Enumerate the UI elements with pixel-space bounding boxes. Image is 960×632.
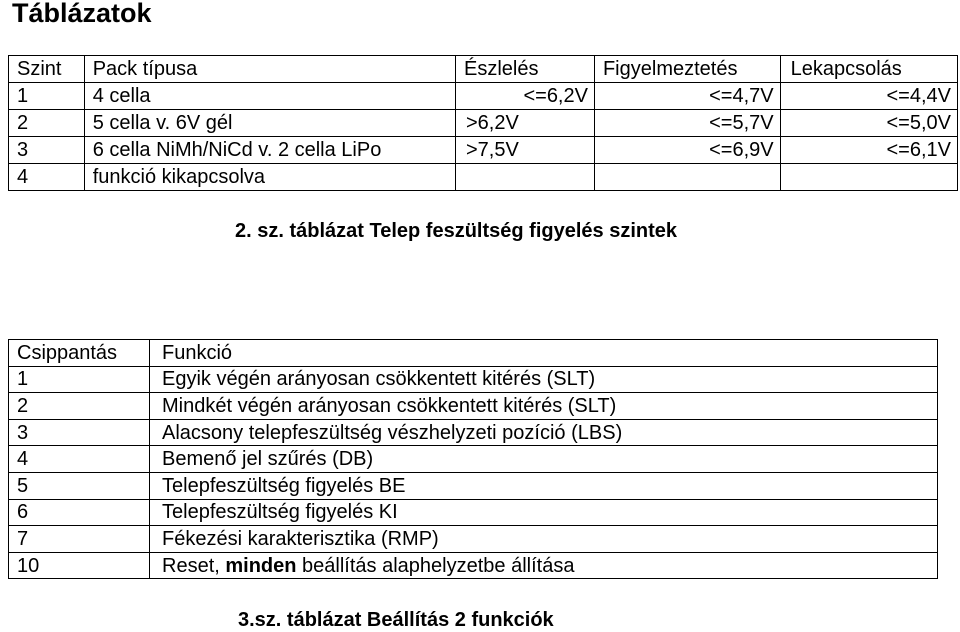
voltage-levels-table: [8, 55, 958, 191]
level-cell: 3: [9, 137, 85, 164]
level-cell: 2: [9, 110, 85, 137]
table-row: [9, 164, 958, 191]
header-cell-level: Szint: [9, 56, 85, 83]
beep-count-cell: 10: [9, 552, 150, 579]
function-cell: Telepfeszültség figyelés KI: [150, 499, 938, 526]
detection-cell: [456, 164, 595, 191]
table-row: [9, 83, 958, 110]
beep-count-cell: 3: [9, 419, 150, 446]
pack-type-cell: 5 cella v. 6V gél: [84, 110, 455, 137]
table-row: [9, 137, 958, 164]
function-text-end: beállítás alaphelyzetbe állítása: [296, 554, 575, 577]
table-header-row: [9, 56, 958, 83]
detection-cell: <=6,2V: [456, 83, 595, 110]
beep-count-cell: 6: [9, 499, 150, 526]
table-row: [9, 110, 958, 137]
warning-cell: <=4,7V: [594, 83, 780, 110]
page-heading: Táblázatok: [12, 0, 152, 28]
function-cell: Bemenő jel szűrés (DB): [150, 446, 938, 473]
table-row: [9, 552, 938, 579]
function-text-start: Reset,: [162, 554, 226, 577]
cutoff-cell: <=6,1V: [780, 137, 957, 164]
beep-count-cell: 7: [9, 526, 150, 553]
table-row: [9, 366, 938, 393]
table-row: [9, 499, 938, 526]
pack-type-cell: 6 cella NiMh/NiCd v. 2 cella LiPo: [84, 137, 455, 164]
beep-count-cell: 4: [9, 446, 150, 473]
table-row: [9, 526, 938, 553]
table-caption: 3.sz. táblázat Beállítás 2 funkciók: [238, 609, 554, 631]
header-cell-pack-type: Pack típusa: [84, 56, 455, 83]
function-cell: Alacsony telepfeszültség vészhelyzeti pozíció (LBS): [150, 419, 938, 446]
function-cell: Egyik végén arányosan csökkentett kitérés (SLT): [150, 366, 938, 393]
beep-count-cell: 2: [9, 393, 150, 420]
cutoff-cell: <=5,0V: [780, 110, 957, 137]
cutoff-cell: [780, 164, 957, 191]
table-caption: 2. sz. táblázat Telep feszültség figyelés szintek: [235, 220, 678, 242]
table-header-row: [9, 340, 938, 367]
header-cell-warning: Figyelmeztetés: [594, 56, 780, 83]
header-cell-beeps: Csippantás: [9, 340, 150, 367]
table-row: [9, 419, 938, 446]
table-row: [9, 446, 938, 473]
pack-type-cell: 4 cella: [84, 83, 455, 110]
warning-cell: <=5,7V: [594, 110, 780, 137]
function-cell: Fékezési karakterisztika (RMP): [150, 526, 938, 553]
header-cell-cutoff: Lekapcsolás: [780, 56, 957, 83]
beep-count-cell: 1: [9, 366, 150, 393]
level-cell: 1: [9, 83, 85, 110]
header-cell-detection: Észlelés: [456, 56, 595, 83]
level-cell: 4: [9, 164, 85, 191]
function-text-emphasis: minden: [225, 554, 297, 577]
warning-cell: <=6,9V: [594, 137, 780, 164]
function-cell: Mindkét végén arányosan csökkentett kitérés (SLT): [150, 393, 938, 420]
function-cell: Telepfeszültség figyelés BE: [150, 472, 938, 499]
detection-cell: >7,5V: [456, 137, 595, 164]
table-row: [9, 393, 938, 420]
beep-functions-table: [8, 339, 938, 579]
warning-cell: [594, 164, 780, 191]
beep-count-cell: 5: [9, 472, 150, 499]
cutoff-cell: <=4,4V: [780, 83, 957, 110]
pack-type-cell: funkció kikapcsolva: [84, 164, 455, 191]
table-row: [9, 472, 938, 499]
detection-cell: >6,2V: [456, 110, 595, 137]
header-cell-function: Funkció: [150, 340, 938, 367]
function-cell: [150, 552, 938, 579]
